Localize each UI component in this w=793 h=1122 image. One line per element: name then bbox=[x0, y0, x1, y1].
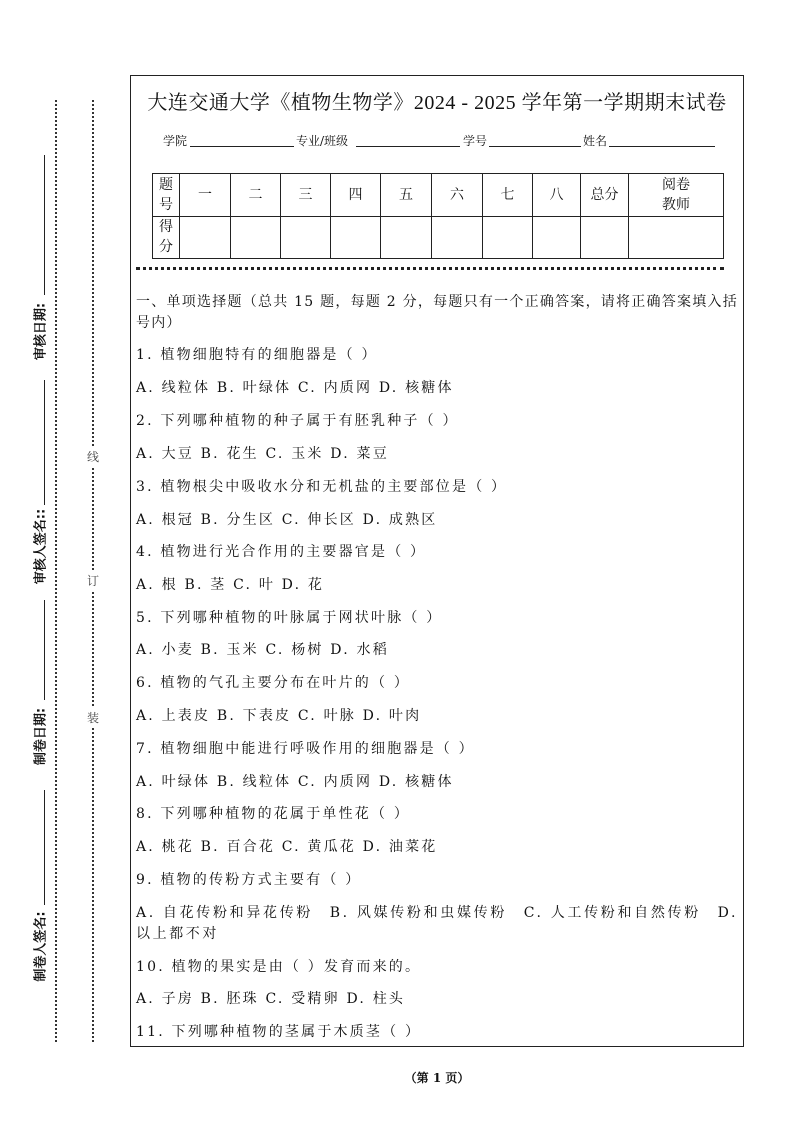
header-cell: 题号 bbox=[153, 174, 180, 217]
question-5: 5. 下列哪种植物的叶脉属于网状叶脉（ ） bbox=[136, 610, 443, 626]
college-field[interactable] bbox=[190, 146, 294, 147]
question-9-options: A. 自花传粉和异花传粉 B. 风媒传粉和虫媒传粉 C. 人工传粉和自然传粉 D. 以上都不对 bbox=[136, 905, 738, 942]
score-cell[interactable] bbox=[533, 216, 581, 259]
header-cell: 阅卷教师 bbox=[629, 174, 724, 217]
header-cell: 四 bbox=[331, 174, 381, 217]
question-7: 7. 植物细胞中能进行呼吸作用的细胞器是（ ） bbox=[136, 741, 475, 757]
binding-mark-pack: 装 bbox=[87, 707, 99, 728]
header-cell: 总分 bbox=[581, 174, 629, 217]
score-row-label: 得分 bbox=[153, 216, 180, 259]
binding-mark-order: 订 bbox=[87, 570, 99, 591]
score-cell[interactable] bbox=[231, 216, 281, 259]
question-5-options: A. 小麦 B. 玉米 C. 杨树 D. 水稻 bbox=[136, 642, 389, 658]
major-label: 专业/班级 bbox=[296, 134, 349, 148]
score-cell[interactable] bbox=[180, 216, 231, 259]
header-cell: 五 bbox=[381, 174, 432, 217]
question-9: 9. 植物的传粉方式主要有（ ） bbox=[136, 872, 362, 888]
score-cell[interactable] bbox=[581, 216, 629, 259]
question-2: 2. 下列哪种植物的种子属于有胚乳种子（ ） bbox=[136, 413, 459, 429]
separator-dotted-line bbox=[136, 267, 724, 270]
name-field[interactable] bbox=[609, 146, 715, 147]
question-8: 8. 下列哪种植物的花属于单性花（ ） bbox=[136, 806, 411, 822]
question-10: 10. 植物的果实是由（ ）发育而来的。 bbox=[136, 959, 422, 975]
header-cell: 三 bbox=[281, 174, 331, 217]
header-cell: 八 bbox=[533, 174, 581, 217]
binding-dotted-line-outer bbox=[55, 100, 57, 1042]
review-date-label: 审核日期: bbox=[33, 302, 49, 361]
score-table-score-row bbox=[153, 216, 724, 259]
score-cell[interactable] bbox=[331, 216, 381, 259]
question-8-options: A. 桃花 B. 百合花 C. 黄瓜花 D. 油菜花 bbox=[136, 839, 438, 855]
review-date-line bbox=[44, 155, 45, 295]
student-id-label: 学号 bbox=[463, 134, 488, 148]
make-date-label: 制卷日期: bbox=[33, 707, 49, 766]
major-field[interactable] bbox=[356, 146, 460, 147]
exam-title: 大连交通大学《植物生物学》2024 - 2025 学年第一学期期末试卷 bbox=[147, 92, 727, 114]
score-table bbox=[152, 173, 724, 259]
binding-mark-line: 线 bbox=[87, 446, 99, 467]
question-3-options: A. 根冠 B. 分生区 C. 伸长区 D. 成熟区 bbox=[136, 512, 438, 528]
make-date-line bbox=[44, 600, 45, 700]
score-cell[interactable] bbox=[432, 216, 483, 259]
section-heading: 一、单项选择题（总共 15 题，每题 2 分，每题只有一个正确答案，请将正确答案填入括号内） bbox=[136, 294, 738, 331]
question-4-options: A. 根 B. 茎 C. 叶 D. 花 bbox=[136, 577, 325, 593]
college-label: 学院 bbox=[163, 134, 188, 148]
question-6-options: A. 上表皮 B. 下表皮 C. 叶脉 D. 叶肉 bbox=[136, 708, 422, 724]
score-cell[interactable] bbox=[629, 216, 724, 259]
reviewer-sign-line bbox=[44, 380, 45, 505]
maker-sign-label: 制卷人签名: bbox=[33, 911, 49, 982]
question-7-options: A. 叶绿体 B. 线粒体 C. 内质网 D. 核糖体 bbox=[136, 774, 454, 790]
student-id-field[interactable] bbox=[489, 146, 581, 147]
maker-sign-line bbox=[44, 790, 45, 905]
question-6: 6. 植物的气孔主要分布在叶片的（ ） bbox=[136, 675, 411, 691]
score-cell[interactable] bbox=[281, 216, 331, 259]
header-cell: 一 bbox=[180, 174, 231, 217]
score-cell[interactable] bbox=[381, 216, 432, 259]
question-2-options: A. 大豆 B. 花生 C. 玉米 D. 菜豆 bbox=[136, 446, 389, 462]
page-number: （第 1 页） bbox=[404, 1071, 470, 1085]
question-1-options: A. 线粒体 B. 叶绿体 C. 内质网 D. 核糖体 bbox=[136, 380, 454, 396]
header-cell: 七 bbox=[483, 174, 533, 217]
question-10-options: A. 子房 B. 胚珠 C. 受精卵 D. 柱头 bbox=[136, 991, 406, 1007]
question-4: 4. 植物进行光合作用的主要器官是（ ） bbox=[136, 544, 427, 560]
question-1: 1. 植物细胞特有的细胞器是（ ） bbox=[136, 347, 378, 363]
header-cell: 二 bbox=[231, 174, 281, 217]
name-label: 姓名 bbox=[583, 134, 608, 148]
header-cell: 六 bbox=[432, 174, 483, 217]
score-table-header-row bbox=[153, 174, 724, 217]
score-cell[interactable] bbox=[483, 216, 533, 259]
question-11: 11. 下列哪种植物的茎属于木质茎（ ） bbox=[136, 1024, 422, 1040]
question-3: 3. 植物根尖中吸收水分和无机盐的主要部位是（ ） bbox=[136, 479, 508, 495]
reviewer-sign-label: 审核人签名:: bbox=[33, 508, 49, 585]
